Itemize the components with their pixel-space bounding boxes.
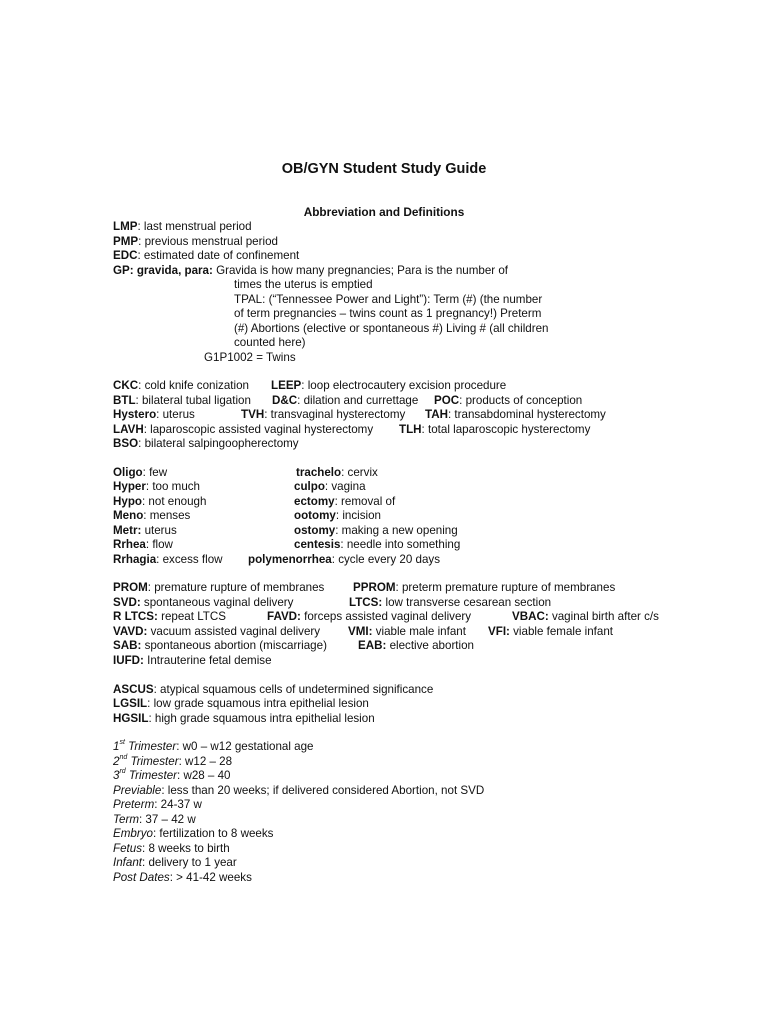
entry-lmp: LMP: last menstrual period — [113, 220, 252, 233]
entry-row: BSO: bilateral salpingoopherectomy — [113, 437, 299, 450]
entry-row: VFI: viable female infant — [488, 624, 614, 638]
entry-left: Oligo: few — [113, 465, 168, 479]
entry-left: Rrhea: flow — [113, 538, 173, 551]
entry-infant: Infant: delivery to 1 year — [113, 856, 237, 869]
entry-hgsil: HGSIL: high grade squamous intra epithelial lesion — [113, 711, 375, 725]
entry-trimester-1: 1st Trimester: w0 – w12 gestational age — [113, 739, 314, 753]
entry-left: Hypo: not enough — [113, 494, 207, 508]
entry-row: CKC: cold knife conization — [113, 379, 249, 392]
entry-row: VBAC: vaginal birth after c/s — [512, 610, 659, 623]
entry-left: Meno: menses — [113, 509, 191, 522]
entry-row: BTL: bilateral tubal ligation — [113, 393, 251, 407]
gp-continuation: of term pregnancies – twins count as 1 pregnancy!) Preterm — [234, 307, 542, 320]
entry-row: LTCS: low transverse cesarean section — [349, 595, 552, 609]
entry-ascus: ASCUS: atypical squamous cells of undetermined significance — [113, 682, 434, 696]
gp-continuation: (#) Abortions (elective or spontaneous #) Living # (all children — [234, 321, 549, 335]
entry-right: ostomy: making a new opening — [294, 523, 458, 537]
entry-row: EAB: elective abortion — [358, 639, 474, 652]
entry-row: TVH: transvaginal hysterectomy — [241, 408, 406, 421]
gp-example: G1P1002 = Twins — [204, 350, 296, 364]
entry-right: culpo: vagina — [294, 480, 366, 493]
entry-row: LEEP: loop electrocautery excision procedure — [271, 379, 507, 392]
entry-preterm: Preterm: 24-37 w — [113, 798, 202, 811]
entry-trimester-2: 2nd Trimester: w12 – 28 — [113, 753, 233, 768]
entry-lgsil: LGSIL: low grade squamous intra epithelial lesion — [113, 697, 369, 710]
entry-pmp: PMP: previous menstrual period — [113, 234, 278, 248]
entry-trimester-3: 3rd Trimester: w28 – 40 — [113, 768, 231, 782]
entry-left: Hyper: too much — [113, 480, 201, 493]
entry-row: VMI: viable male infant — [348, 624, 466, 638]
page-title: OB/GYN Student Study Guide — [281, 161, 487, 177]
gp-continuation: TPAL: (“Tennessee Power and Light”): Term (#) (the number — [234, 292, 543, 306]
entry-gp: GP: gravida, para: Gravida is how many pregnancies; Para is the number of — [113, 263, 509, 277]
entry-right: ectomy: removal of — [294, 494, 396, 508]
entry-right: centesis: needle into something — [294, 538, 461, 551]
entry-row: POC: products of conception — [434, 393, 583, 407]
entry-row: Hystero: uterus — [113, 408, 195, 421]
entry-row: FAVD: forceps assisted vaginal delivery — [267, 610, 472, 623]
entry-right: trachelo: cervix — [296, 465, 378, 479]
entry-left: Rrhagia: excess flow — [113, 552, 223, 566]
entry-row: VAVD: vacuum assisted vaginal delivery — [113, 624, 321, 638]
entry-row: IUFD: Intrauterine fetal demise — [113, 653, 272, 667]
entry-row: SVD: spontaneous vaginal delivery — [113, 595, 294, 609]
entry-left: Metr: uterus — [113, 523, 177, 537]
entry-previable: Previable: less than 20 weeks; if delivered considered Abortion, not SVD — [113, 783, 485, 797]
entry-row: PROM: premature rupture of membranes — [113, 581, 325, 594]
entry-post-dates: Post Dates: > 41-42 weeks — [113, 870, 252, 884]
entry-row: SAB: spontaneous abortion (miscarriage) — [113, 639, 327, 652]
entry-row: LAVH: laparoscopic assisted vaginal hysterectomy — [113, 422, 374, 436]
entry-right: ootomy: incision — [294, 509, 381, 522]
entry-row: TAH: transabdominal hysterectomy — [425, 408, 606, 421]
entry-term: Term: 37 – 42 w — [113, 812, 196, 826]
gp-continuation: counted here) — [234, 336, 306, 349]
entry-embryo: Embryo: fertilization to 8 weeks — [113, 827, 274, 840]
entry-row: PPROM: preterm premature rupture of membranes — [353, 581, 616, 594]
entry-row: R LTCS: repeat LTCS — [113, 610, 226, 623]
gp-continuation: times the uterus is emptied — [234, 278, 373, 291]
section-heading: Abbreviation and Definitions — [303, 205, 465, 219]
entry-row: D&C: dilation and currettage — [272, 393, 419, 407]
entry-fetus: Fetus: 8 weeks to birth — [113, 841, 230, 855]
entry-edc: EDC: estimated date of confinement — [113, 249, 300, 262]
entry-row: TLH: total laparoscopic hysterectomy — [399, 422, 591, 436]
entry-right: polymenorrhea: cycle every 20 days — [248, 552, 441, 566]
